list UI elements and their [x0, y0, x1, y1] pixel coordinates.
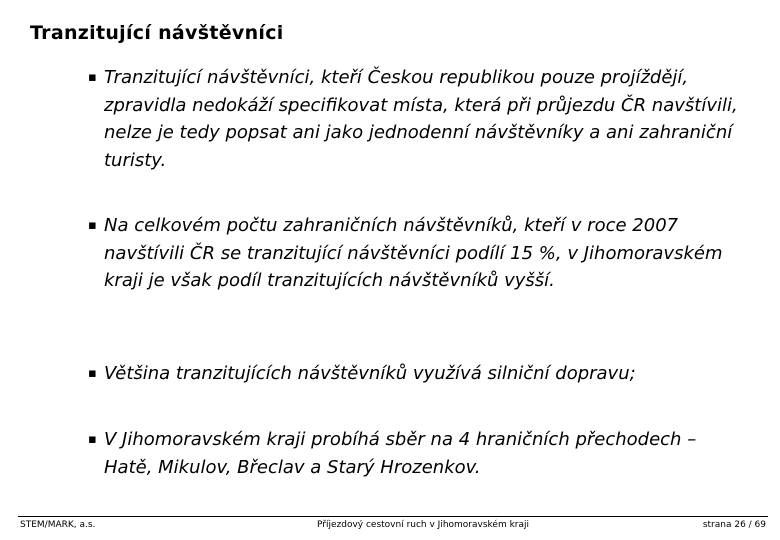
bullet-marker-icon: ▪: [88, 70, 97, 85]
bullet-text: Většina tranzitujících návštěvníků využívá silniční dopravu;: [104, 363, 636, 384]
slide-title: Tranzitující návštěvníci: [30, 22, 284, 44]
footer-divider: [18, 516, 768, 517]
footer-company: STEM/MARK, a.s.: [20, 520, 96, 530]
bullet-item-road-transport: [88, 360, 744, 388]
footer-subject: Příjezdový cestovní ruch v Jihomoravském kraji: [317, 520, 530, 530]
footer-page-number: strana 26 / 69: [702, 520, 766, 530]
bullet-item-transit-share: [88, 212, 744, 295]
bullet-marker-icon: ▪: [88, 366, 97, 381]
bullet-text: V Jihomoravském kraji probíhá sběr na 4 hraničních přechodech – Hatě, Mikulov, Břeclav a Starý Hrozenkov.: [104, 429, 697, 478]
bullet-item-border-crossings: [88, 426, 744, 481]
bullet-marker-icon: ▪: [88, 218, 97, 233]
bullet-marker-icon: ▪: [88, 432, 97, 447]
bullet-item-transit-definition: [88, 64, 744, 174]
bullet-text: Tranzitující návštěvníci, kteří Českou republikou pouze projíždějí, zpravidla nedokáží specifikovat místa, která při průjezdu ČR navštívili, nelze je tedy popsat ani jako jednodenní návštěvníky a ani zahraniční turisty.: [104, 67, 738, 171]
bullet-text: Na celkovém počtu zahraničních návštěvníků, kteří v roce 2007 navštívili ČR se tranzitující návštěvníci podílí 15 %, v Jihomoravském kraji je však podíl tranzitujících návštěvníků vyšší.: [104, 215, 723, 291]
